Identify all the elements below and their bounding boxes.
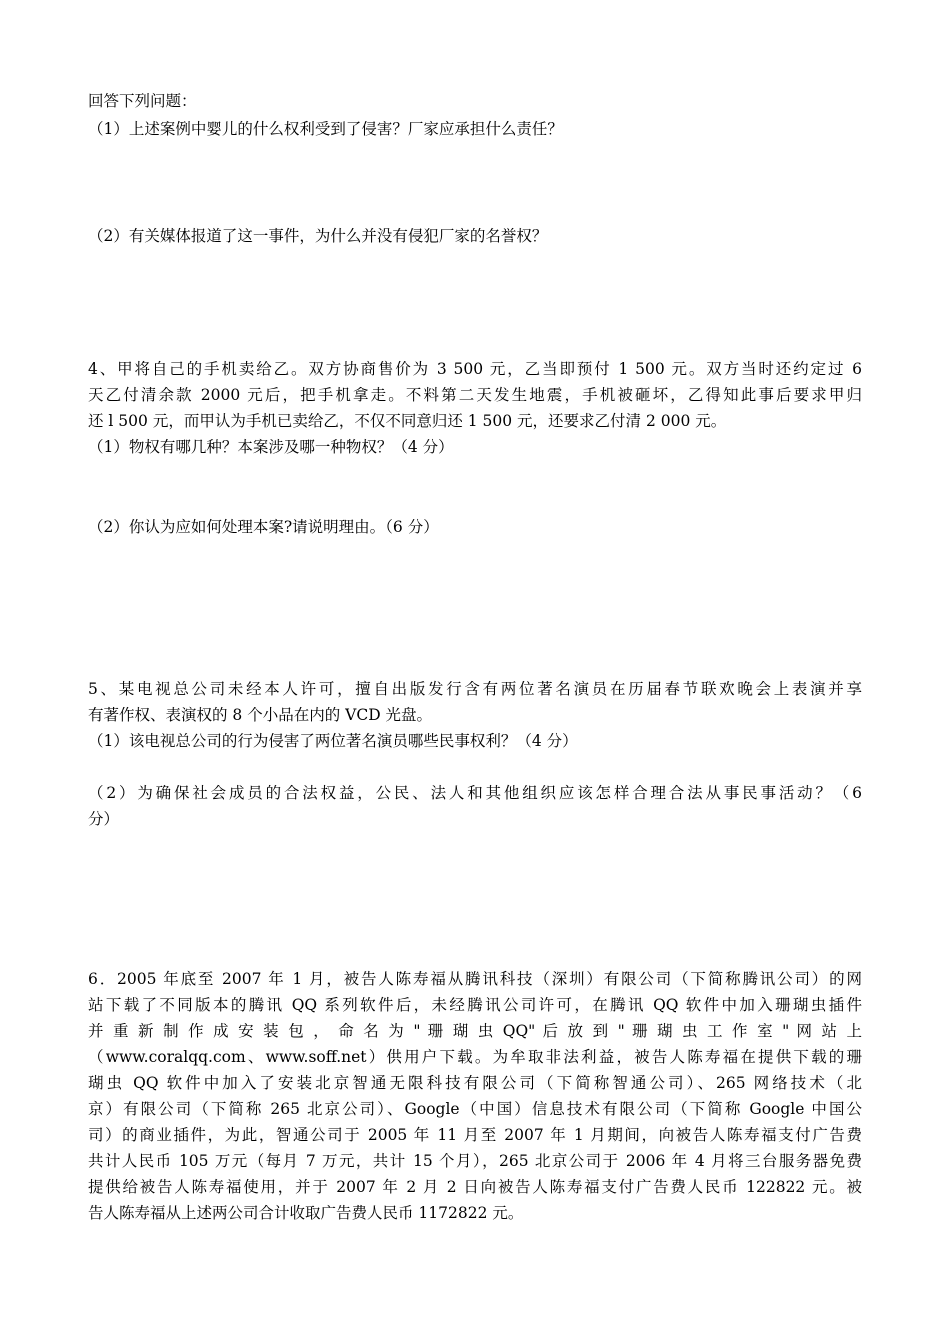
problem-6-text-line-3: 并 重 新 制 作 成 安 装 包 ， 命 名 为 " 珊 瑚 虫 QQ" 后 放 到 " 珊 瑚 虫 工 作 室 " 网 站 上 bbox=[88, 1022, 862, 1040]
problem-5-question-1: （1）该电视总公司的行为侵害了两位著名演员哪些民事权利？（4 分） bbox=[88, 732, 578, 750]
problem-6-text-line-10: 告人陈寿福从上述两公司合计收取广告费人民币 1172822 元。 bbox=[88, 1204, 524, 1222]
problem-4-text-line-2: 天乙付清余款 2000 元后，把手机拿走。不料第二天发生地震，手机被砸坏，乙得知此事后要求甲归 bbox=[88, 386, 862, 404]
problem-6-text-line-9: 提供给被告人陈寿福使用，并于 2007 年 2 月 2 日向被告人陈寿福支付广告费人民币 122822 元。被 bbox=[88, 1178, 862, 1196]
problem-6-text-line-6: 京）有限公司（下简称 265 北京公司）、Google（中国）信息技术有限公司（下简称 Google 中国公 bbox=[88, 1100, 862, 1118]
problem-4-text-line-3: 还 l 500 元，而甲认为手机已卖给乙，不仅不同意归还 1 500 元，还要求乙付清 2 000 元。 bbox=[88, 412, 727, 430]
problem-6-text-line-5: 瑚虫 QQ 软件中加入了安装北京智通无限科技有限公司（下简称智通公司）、265 网络技术（北 bbox=[88, 1074, 862, 1092]
problem-5-question-2-line-1: （2）为确保社会成员的合法权益，公民、法人和其他组织应该怎样合理合法从事民事活动？（6 bbox=[88, 784, 862, 802]
problem-5-text-line-2: 有著作权、表演权的 8 个小品在内的 VCD 光盘。 bbox=[88, 706, 433, 724]
intro-question-1: （1）上述案例中婴儿的什么权利受到了侵害？厂家应承担什么责任？ bbox=[88, 120, 563, 138]
problem-5-question-2-line-2: 分） bbox=[88, 810, 120, 828]
problem-6-text-line-1: 6．2005 年底至 2007 年 1 月，被告人陈寿福从腾讯科技（深圳）有限公司（下简称腾讯公司）的网 bbox=[88, 970, 862, 988]
problem-4-question-2: （2）你认为应如何处理本案?请说明理由。（6 分） bbox=[88, 518, 439, 536]
problem-5-text-line-1: 5、某电视总公司未经本人许可，擅自出版发行含有两位著名演员在历届春节联欢晚会上表演并享 bbox=[88, 680, 862, 698]
problem-6-text-line-2: 站下载了不同版本的腾讯 QQ 系列软件后，未经腾讯公司许可，在腾讯 QQ 软件中加入珊瑚虫插件 bbox=[88, 996, 862, 1014]
problem-4-text-line-1: 4、甲将自己的手机卖给乙。双方协商售价为 3 500 元，乙当即预付 1 500 元。双方当时还约定过 6 bbox=[88, 360, 862, 378]
problem-4-question-1: （1）物权有哪几种？本案涉及哪一种物权？（4 分） bbox=[88, 438, 454, 456]
problem-6-text-line-8: 共计人民币 105 万元（每月 7 万元，共计 15 个月），265 北京公司于 2006 年 4 月将三台服务器免费 bbox=[88, 1152, 862, 1170]
problem-6-text-line-4: （www.coralqq.com、www.soff.net）供用户下载。为牟取非法利益，被告人陈寿福在提供下载的珊 bbox=[88, 1048, 862, 1066]
problem-6-text-line-7: 司）的商业插件，为此，智通公司于 2005 年 11 月至 2007 年 1 月期间，向被告人陈寿福支付广告费 bbox=[88, 1126, 862, 1144]
questions-prompt: 回答下列问题： bbox=[88, 92, 197, 110]
intro-question-2: （2）有关媒体报道了这一事件，为什么并没有侵犯厂家的名誉权？ bbox=[88, 227, 548, 245]
